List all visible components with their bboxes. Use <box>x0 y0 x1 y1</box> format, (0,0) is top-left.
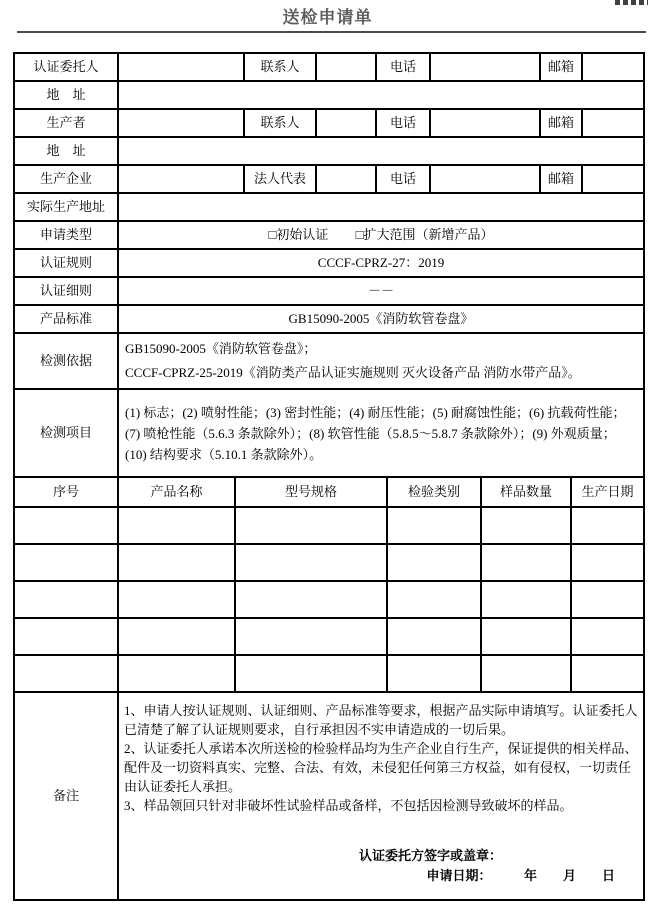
product-name-cell[interactable] <box>118 618 235 655</box>
model-spec-cell[interactable] <box>235 544 387 581</box>
applicant-contact-label: 联系人 <box>244 53 316 81</box>
application-type-label: 申请类型 <box>14 221 118 249</box>
producer-contact-field[interactable] <box>316 109 376 137</box>
applicant-label: 认证委托人 <box>14 53 118 81</box>
checkbox-expand-scope[interactable]: □扩大范围（新增产品） <box>355 227 494 243</box>
remarks-label: 备注 <box>14 692 118 900</box>
factory-row <box>14 165 644 193</box>
sample-qty-cell[interactable] <box>481 581 571 618</box>
production-date-cell[interactable] <box>571 544 644 581</box>
inspection-type-cell[interactable] <box>387 581 481 618</box>
applicant-address-label: 地 址 <box>14 81 118 109</box>
producer-phone-label: 电话 <box>376 109 430 137</box>
sample-qty-cell[interactable] <box>481 618 571 655</box>
product-name-cell[interactable] <box>118 655 235 692</box>
test-items-value: (1) 标志；(2) 喷射性能；(3) 密封性能；(4) 耐压性能；(5) 耐腐蚀性能；(6) 抗载荷性能；(7) 喷枪性能（5.6.3 条款除外）；(8) 软管性能（5.8.5～5.8.7 条款除外）；(9) 外观质量；(10) 结构要求（5.10.1 条款除外）。 <box>118 389 644 477</box>
applicant-contact-field[interactable] <box>316 53 376 81</box>
inspection-type-cell[interactable] <box>387 618 481 655</box>
product-standard-row <box>14 305 644 333</box>
factory-label: 生产企业 <box>14 165 118 193</box>
product-name-cell[interactable] <box>118 507 235 544</box>
producer-address-field[interactable] <box>118 137 644 165</box>
title-divider <box>17 31 646 33</box>
sample-qty-cell[interactable] <box>481 507 571 544</box>
column-header-sample-qty: 样品数量 <box>481 477 571 507</box>
cert-rule-label: 认证规则 <box>14 249 118 277</box>
seq-cell[interactable] <box>14 507 118 544</box>
applicant-email-label: 邮箱 <box>540 53 582 81</box>
test-basis-row <box>14 333 644 389</box>
product-table-row <box>14 581 644 618</box>
signature-or-seal-label[interactable]: 认证委托方签字或盖章： <box>358 848 502 863</box>
factory-phone-field[interactable] <box>430 165 540 193</box>
applicant-info-table <box>13 52 645 478</box>
applicant-name-field[interactable] <box>118 53 244 81</box>
sample-qty-cell[interactable] <box>481 655 571 692</box>
sample-qty-cell[interactable] <box>481 544 571 581</box>
cert-detail-row <box>14 277 644 305</box>
producer-email-field[interactable] <box>582 109 644 137</box>
test-basis-value <box>118 333 644 389</box>
product-standard-value: GB15090-2005《消防软管卷盘》 <box>118 305 644 333</box>
remarks-row <box>14 692 644 900</box>
inspection-type-cell[interactable] <box>387 544 481 581</box>
seq-cell[interactable] <box>14 618 118 655</box>
application-type-row <box>14 221 644 249</box>
remarks-note-3: 3、样品领回只针对非破坏性试验样品或备样，不包括因检测导致破坏的样品。 <box>124 798 573 813</box>
applicant-address-field[interactable] <box>118 81 644 109</box>
actual-address-field[interactable] <box>118 193 644 221</box>
production-date-cell[interactable] <box>571 655 644 692</box>
product-table <box>13 476 645 693</box>
page-title: 送检申请单 <box>282 8 373 27</box>
factory-phone-label: 电话 <box>376 165 430 193</box>
applicant-phone-field[interactable] <box>430 53 540 81</box>
product-table-row <box>14 618 644 655</box>
producer-contact-label: 联系人 <box>244 109 316 137</box>
factory-email-field[interactable] <box>582 165 644 193</box>
remarks-content <box>118 692 644 900</box>
column-header-inspection-type: 检验类别 <box>387 477 481 507</box>
column-header-production-date: 生产日期 <box>571 477 644 507</box>
seq-cell[interactable] <box>14 655 118 692</box>
producer-name-field[interactable] <box>118 109 244 137</box>
actual-address-label: 实际生产地址 <box>14 193 118 221</box>
remarks-table <box>13 691 645 901</box>
test-items-label: 检测项目 <box>14 389 118 477</box>
product-table-row <box>14 655 644 692</box>
cert-rule-row <box>14 249 644 277</box>
actual-address-row <box>14 193 644 221</box>
inspection-type-cell[interactable] <box>387 507 481 544</box>
test-basis-line-1: GB15090-2005《消防软管卷盘》； <box>125 341 317 356</box>
model-spec-cell[interactable] <box>235 618 387 655</box>
seq-cell[interactable] <box>14 581 118 618</box>
application-type-options <box>118 221 644 249</box>
seq-cell[interactable] <box>14 544 118 581</box>
producer-address-label: 地 址 <box>14 137 118 165</box>
column-header-seq: 序号 <box>14 477 118 507</box>
signature-block <box>119 846 643 886</box>
product-standard-label: 产品标准 <box>14 305 118 333</box>
checkbox-initial-certification[interactable]: □初始认证 <box>268 227 329 243</box>
producer-label: 生产者 <box>14 109 118 137</box>
factory-email-label: 邮箱 <box>540 165 582 193</box>
production-date-cell[interactable] <box>571 581 644 618</box>
column-header-product-name: 产品名称 <box>118 477 235 507</box>
applicant-email-field[interactable] <box>582 53 644 81</box>
applicant-address-row <box>14 81 644 109</box>
production-date-cell[interactable] <box>571 618 644 655</box>
production-date-cell[interactable] <box>571 507 644 544</box>
producer-email-label: 邮箱 <box>540 109 582 137</box>
column-header-model-spec: 型号规格 <box>235 477 387 507</box>
product-table-row <box>14 544 644 581</box>
test-basis-label: 检测依据 <box>14 333 118 389</box>
model-spec-cell[interactable] <box>235 655 387 692</box>
cert-rule-value: CCCF-CPRZ-27：2019 <box>118 249 644 277</box>
producer-row <box>14 109 644 137</box>
applicant-phone-label: 电话 <box>376 53 430 81</box>
cert-detail-value: －－ <box>118 277 644 305</box>
cut-off-corner-text <box>615 0 648 5</box>
product-name-cell[interactable] <box>118 581 235 618</box>
factory-legal-rep-label: 法人代表 <box>244 165 316 193</box>
model-spec-cell[interactable] <box>235 507 387 544</box>
remarks-note-2: 2、认证委托人承诺本次所送检的检验样品均为生产企业自行生产，保证提供的相关样品、配件及一切资料真实、完整、合法、有效，未侵犯任何第三方权益，如有侵权，一切责任由认证委托人承担。 <box>124 741 638 794</box>
producer-address-row <box>14 137 644 165</box>
applicant-row <box>14 53 644 81</box>
producer-phone-field[interactable] <box>430 109 540 137</box>
product-table-row <box>14 507 644 544</box>
test-basis-line-2: CCCF-CPRZ-25-2019《消防类产品认证实施规则 灭火设备产品 消防水带产品》。 <box>125 365 581 380</box>
factory-legal-rep-field[interactable] <box>316 165 376 193</box>
product-table-header-row <box>14 477 644 507</box>
cert-detail-label: 认证细则 <box>14 277 118 305</box>
test-items-row <box>14 389 644 477</box>
product-name-cell[interactable] <box>118 544 235 581</box>
model-spec-cell[interactable] <box>235 581 387 618</box>
factory-name-field[interactable] <box>118 165 244 193</box>
remarks-note-1: 1、申请人按认证规则、认证细则、产品标准等要求，根据产品实际申请填写。认证委托人已清楚了解了认证规则要求，自行承担因不实申请造成的一切后果。 <box>124 703 638 737</box>
application-date-label[interactable]: 申请日期： 年 月 日 <box>426 868 615 883</box>
inspection-type-cell[interactable] <box>387 655 481 692</box>
